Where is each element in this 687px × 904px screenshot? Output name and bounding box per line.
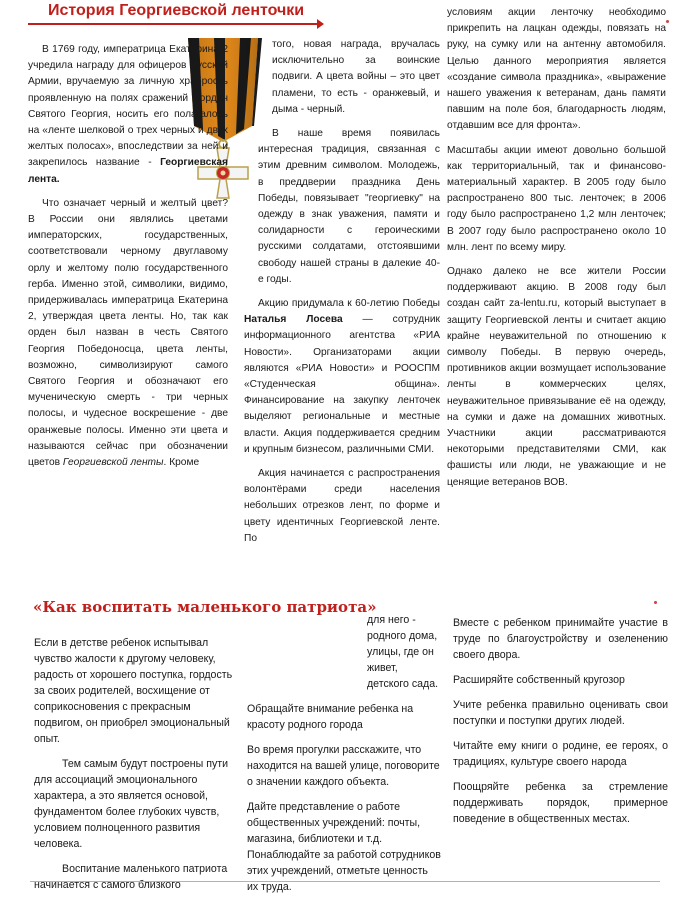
bottom-rule [30,881,660,882]
article2-column-3 [453,615,668,836]
paragraph: условиям акции ленточку необходимо прикрепить на лацкан одежды, повязать на руку, на сумку или на антенну автомобиля. Целью данного мероприятия является «создание символа праздника», «выражение нашего уважения к ветеранам, дань памяти павшим на поле боя, благодарность людям, отдавшим все для фронта». [447,7,666,132]
list-item: Поощряйте ребенка за стремление поддерживать порядок, примерное поведение в общественных местах. [453,781,668,825]
paragraph: Масштабы акции имеют довольно большой как территориальный, так и финансово-материальный характер. В 2005 году было распространено 800 тыс. ленточек; в 2006 году было распространено 1,2 млн ленточек; В 2007 году было распространено около 10 млн. лент по всему миру. [447,144,666,253]
paragraph: Если в детстве ребенок испытывал чувство жалости к другому человеку, радость от хорошего поступка, гордость за своих родителей, восхищение от соприкосновения с прекрасным подвигом, он приобрел эмоциональный опыт. [34,637,233,745]
text: Акцию придумала к 60-летию Победы [258,298,440,310]
paragraph: В наше время появилась интересная традиция, связанная с этим древним символом. Молодежь, в преддверии праздника День Победы, повязывает "георгиевку" на одежду в знак уважения, памяти и солидарности с героическими русскими солдатами, отстоявшими свободу нашей страны в далекие 40-е годы. [258,128,440,285]
text: . Кроме [163,457,200,469]
text: В 1769 году, императрица Екатерина 2 учредила награду для офицеров Русской Армии, вручаемую за личную храбрость проявленную на полях сражений - орден Святого Георгия, носить его полагалось на «ленте шелковой о трех черных и двух желтых полосах», впоследствии за ней и закрепилось название - [28,44,228,169]
article2-column-2 [247,612,442,904]
paragraph: Акция начинается с распространения волонтёрами среди населения небольших отрезков лент, по форме и цвету идентичных Георгиевской ленте. По [244,468,440,544]
paragraph: Воспитание маленького патриота начинается с самого близкого [34,863,228,891]
paragraph [28,196,228,471]
list-item: Учите ребенка правильно оценивать свои поступки и поступки других людей. [453,699,668,727]
paragraph: для него - родного дома, улицы, где он живет, детского сада. [367,614,439,690]
paragraph: Тем самым будут построены пути для ассоциаций эмоционального характера, а это является основой, фундаментом более глубоких чувств, условием полноценного развития человека. [34,758,229,850]
italic-term: Георгиевской ленты [62,457,164,469]
list-item: Расширяйте собственный кругозор [453,674,625,686]
paragraph [244,296,440,458]
bold-term: Георгиевская лента. [28,157,228,185]
list-item: Читайте ему книги о родине, ее героях, о традициях, культуре своего народа [453,740,668,768]
article1-column-3 [447,5,666,499]
paragraph: Во время прогулки расскажите, что находится на вашей улице, поговорите о значении каждого объекта. [247,744,440,788]
article1-column-2 [244,37,440,555]
bold-name: Наталья Лосева [244,314,343,326]
list-item: Вместе с ребенком принимайте участие в труде по благоустройству и озеленению своего двора. [453,617,668,661]
title-underline [28,23,318,25]
decor-dot [666,20,669,23]
paragraph [28,42,228,188]
text: — сотрудник информационного агентства «РИА Новости». Организаторами акции являются «РИА Новости» и РООСПМ «Студенческая община». Финансирование на закупку ленточек выделяют региональные и местные власти. Акция поддерживается средним и крупным бизнесом, различными СМИ. [244,314,440,455]
article2-column-1 [34,635,234,902]
article2-title: «Как воспитать маленького патриота» [33,598,377,616]
paragraph: Дайте представление о работе общественных учреждений: почты, магазина, библиотеки и т.д. Понаблюдайте за работой сотрудников этих учреждений, отметьте ценность их труда. [247,801,441,893]
decor-dot [654,601,657,604]
text: Что означает черный и желтый цвет? В России они являлись цветами императорских, государственных, соответствовали черному двуглавому орлу и желтому полю государственного герба. Именно этой, символики, видимо, придерживалась императрица Екатерина 2, утверждая цвета ленты. Но, так как орден был назван в честь Святого Георгия Победоносца, цвета ленты, возможно, символизируют самого Святого Георгия и обозначают его мученическую смерть - три черных полосы, и чудесное воскрешение - две оранжевые полосы. Именно эти цвета и называются сейчас при обозначении цветов [28,197,228,469]
paragraph: Обращайте внимание ребенка на красоту родного города [247,703,414,731]
paragraph: того, новая награда, вручалась исключительно за воинские подвиги. А цвета войны – это цвет пламени, то есть - оранжевый, и дыма - черный. [272,39,440,115]
title-arrow-icon [317,19,324,29]
article1-column-1 [28,42,228,479]
article-title: История Георгиевской ленточки [48,2,305,19]
paragraph: Однако далеко не все жители России поддерживают акцию. В 2008 году был создан сайт za-lentu.ru, который выступает в защиту Георгиевской ленты и считает акцию крайне неуважительной по отношению к символу Победы. В первую очередь, противников акции возмущает использование ленты в коммерческих целях, неуважительное привязывание её на одежду, на сумки и даже на домашних животных. Участники акции рассматриваются некоторыми представителями СМИ, как фашисты или люди, не уважающие и не ценящие ветеранов ВОВ. [447,266,666,488]
